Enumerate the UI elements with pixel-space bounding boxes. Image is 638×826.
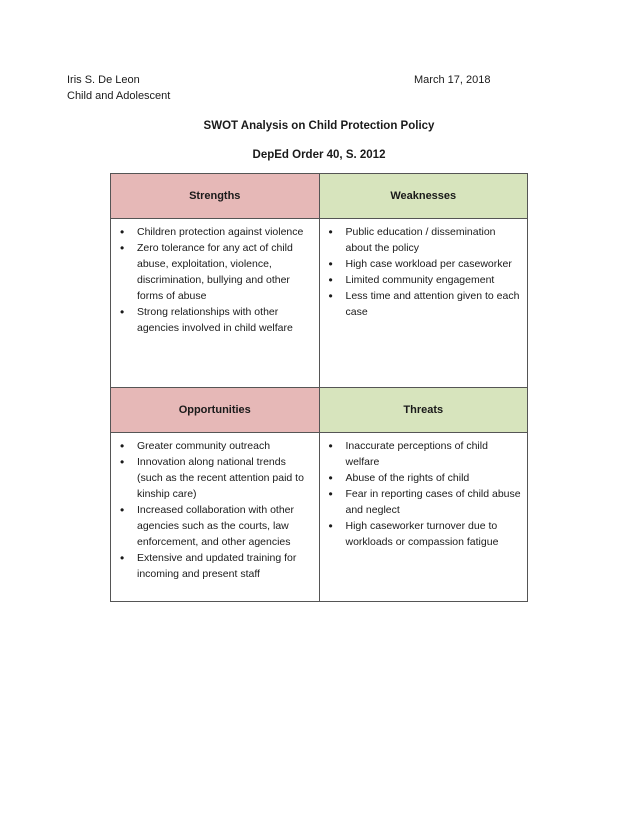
- list-item: • Public education / dissemination about the policy: [346, 224, 522, 256]
- weaknesses-list: [320, 219, 528, 320]
- strengths-header: Strengths: [111, 174, 320, 219]
- course-name: Child and Adolescent: [67, 90, 171, 102]
- opportunities-list: [111, 433, 319, 582]
- swot-table: [110, 173, 528, 602]
- weaknesses-header: Weaknesses: [319, 174, 528, 219]
- weaknesses-cell: [319, 219, 528, 388]
- document-subtitle: DepEd Order 40, S. 2012: [252, 149, 386, 161]
- list-item: • High case workload per caseworker: [346, 256, 522, 272]
- list-item: • Greater community outreach: [137, 438, 313, 454]
- threats-list: [320, 433, 528, 550]
- opportunities-cell: [111, 433, 320, 602]
- strengths-list: [111, 219, 319, 336]
- list-item: • Less time and attention given to each case: [346, 288, 522, 320]
- list-item: • Fear in reporting cases of child abuse and neglect: [346, 486, 522, 518]
- author-name: Iris S. De Leon: [67, 74, 140, 86]
- opportunities-header: Opportunities: [111, 388, 320, 433]
- list-item: • Zero tolerance for any act of child abuse, exploitation, violence, discrimination, bullying and other forms of abuse: [137, 240, 313, 304]
- list-item: • Extensive and updated training for incoming and present staff: [137, 550, 313, 582]
- document-date: March 17, 2018: [414, 74, 491, 86]
- list-item: • Strong relationships with other agencies involved in child welfare: [137, 304, 313, 336]
- list-item: • Increased collaboration with other agencies such as the courts, law enforcement, and other agencies: [137, 502, 313, 550]
- list-item: • Limited community engagement: [346, 272, 522, 288]
- list-item: • Children protection against violence: [137, 224, 313, 240]
- list-item: • Abuse of the rights of child: [346, 470, 522, 486]
- document-title: SWOT Analysis on Child Protection Policy: [203, 120, 435, 132]
- list-item: • Inaccurate perceptions of child welfare: [346, 438, 522, 470]
- strengths-cell: [111, 219, 320, 388]
- author-block: [67, 72, 170, 104]
- list-item: • Innovation along national trends (such as the recent attention paid to kinship care): [137, 454, 313, 502]
- threats-cell: [319, 433, 528, 602]
- list-item: • High caseworker turnover due to workloads or compassion fatigue: [346, 518, 522, 550]
- threats-header: Threats: [319, 388, 528, 433]
